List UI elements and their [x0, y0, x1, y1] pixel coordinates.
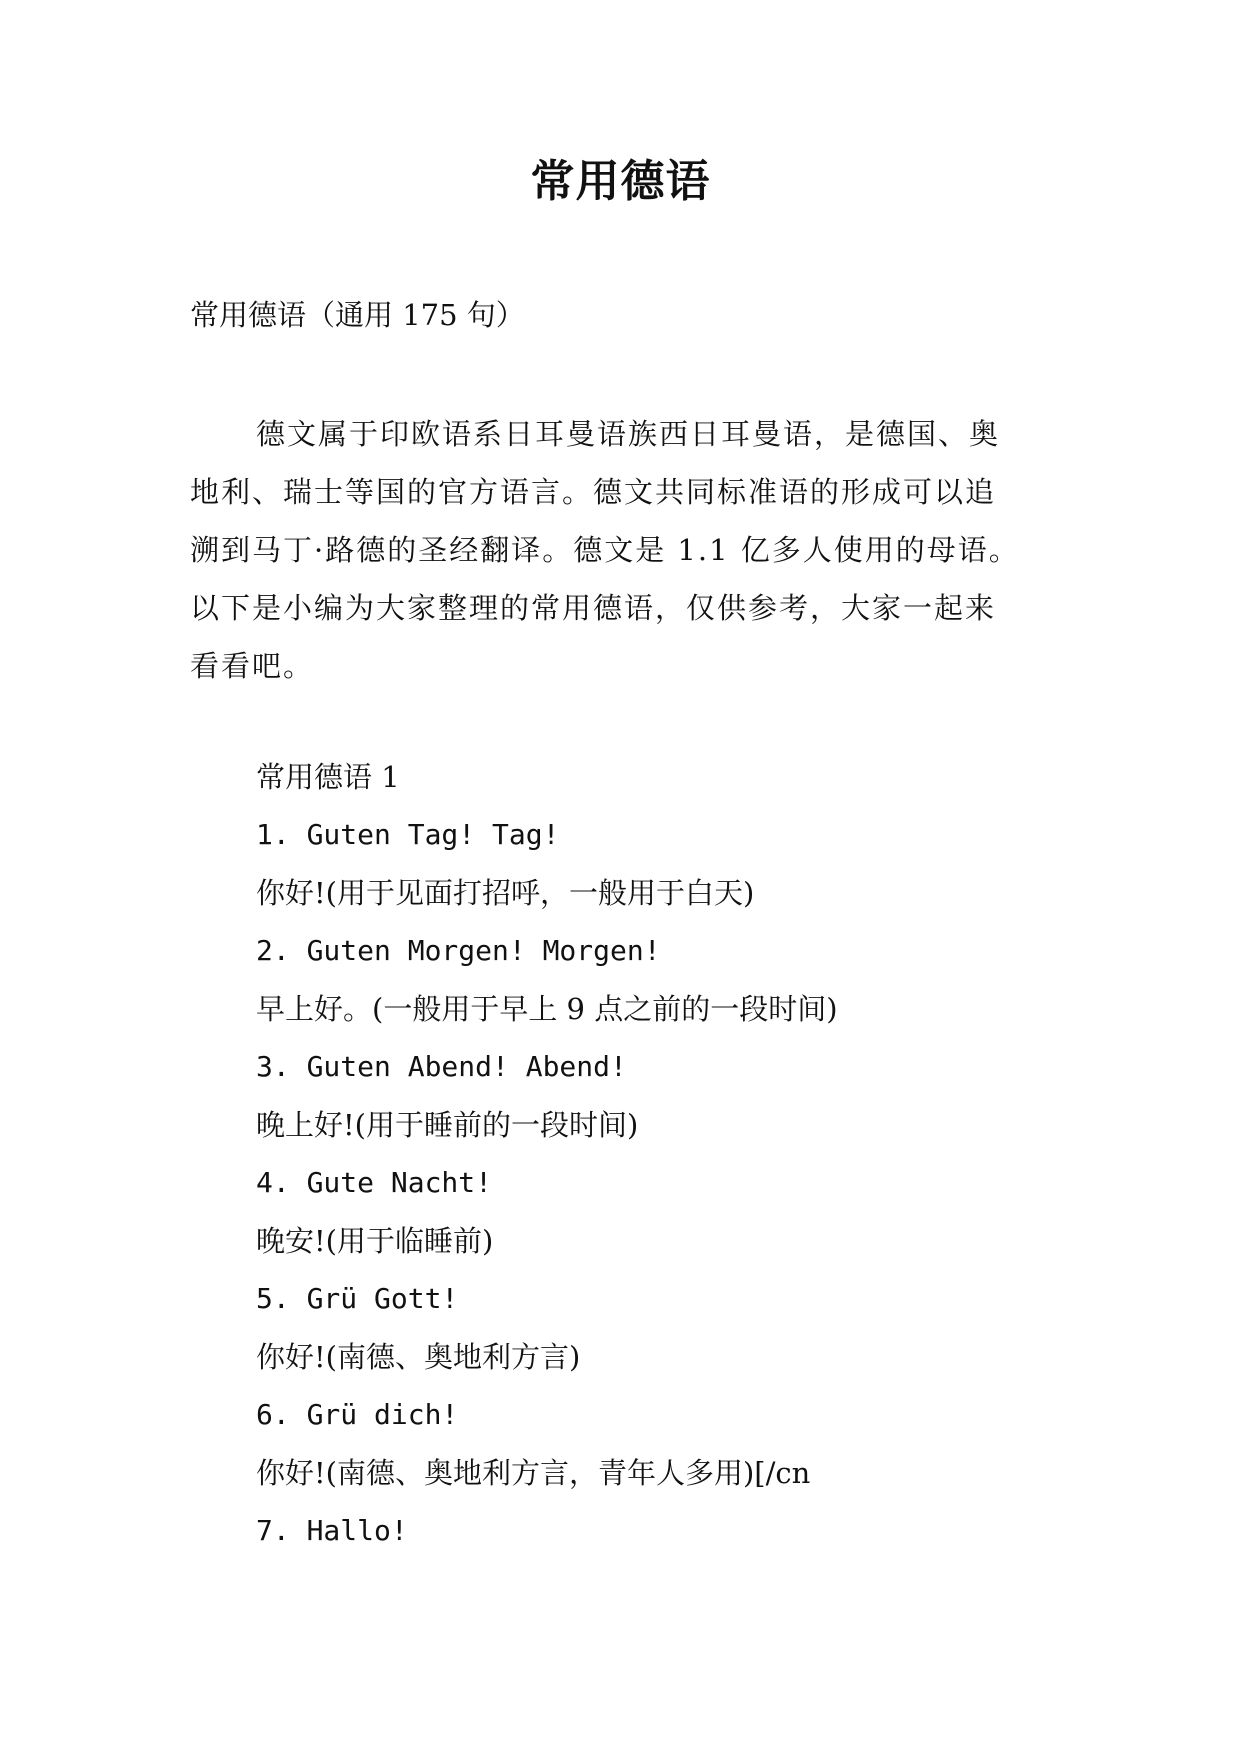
phrase-translation: 你好!(用于见面打招呼，一般用于白天) — [256, 876, 755, 910]
intro-line: 溯到马丁·路德的圣经翻译。德文是 1.1 亿多人使用的母语。 — [190, 533, 1020, 567]
phrase-translation: 晚安!(用于临睡前) — [256, 1224, 494, 1258]
phrase-translation: 早上好。(一般用于早上 9 点之前的一段时间) — [256, 992, 838, 1026]
section-heading: 常用德语 1 — [256, 760, 400, 794]
intro-paragraph — [190, 405, 1050, 695]
phrase-german: 1. Guten Tag! Tag! — [256, 818, 560, 851]
phrase-list — [256, 757, 838, 1569]
phrase-translation: 晚上好!(用于睡前的一段时间) — [256, 1108, 639, 1142]
phrase-german: 2. Guten Morgen! Morgen! — [256, 934, 661, 967]
intro-line: 地利、瑞士等国的官方语言。德文共同标准语的形成可以追 — [190, 475, 997, 509]
intro-line: 看看吧。 — [190, 649, 315, 683]
intro-line: 德文属于印欧语系日耳曼语族西日耳曼语，是德国、奥 — [256, 417, 1001, 451]
phrase-translation: 你好!(南德、奥地利方言，青年人多用)[/cn — [256, 1456, 811, 1490]
document-subtitle: 常用德语（通用 175 句） — [190, 298, 525, 332]
document-title: 常用德语 — [530, 156, 711, 207]
phrase-german: 5. Grü Gott! — [256, 1282, 459, 1315]
phrase-german: 3. Guten Abend! Abend! — [256, 1050, 627, 1083]
intro-line: 以下是小编为大家整理的常用德语，仅供参考，大家一起来 — [190, 591, 997, 625]
phrase-german: 4. Gute Nacht! — [256, 1166, 493, 1199]
phrase-translation: 你好!(南德、奥地利方言) — [256, 1340, 581, 1374]
phrase-german: 7. Hallo! — [256, 1514, 408, 1547]
phrase-german: 6. Grü dich! — [256, 1398, 459, 1431]
